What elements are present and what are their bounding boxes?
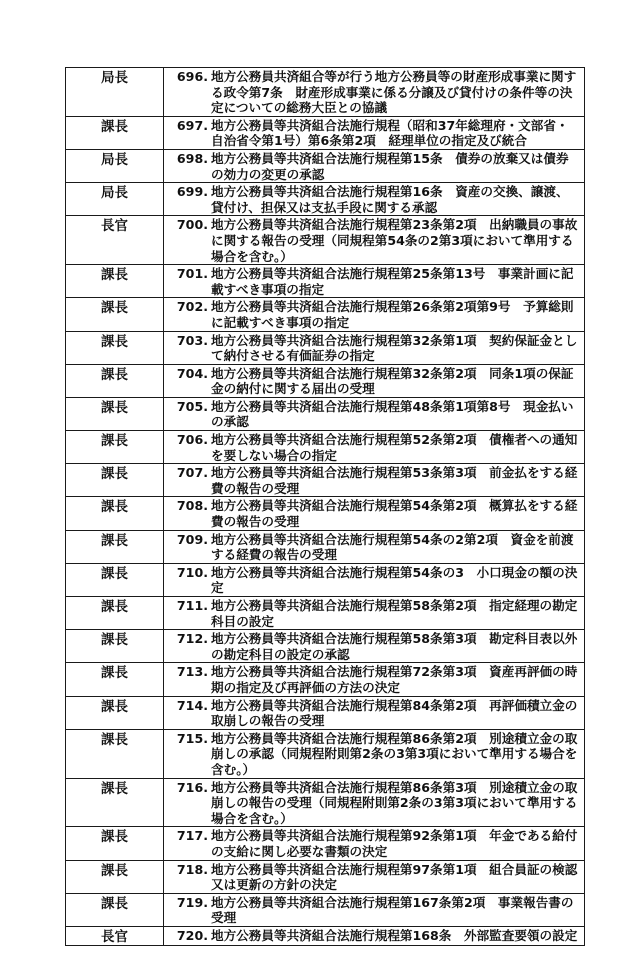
item-cell	[164, 926, 585, 945]
item-cell	[164, 860, 585, 893]
item-number: 711.	[176, 598, 208, 613]
approver-role-cell: 課長	[66, 729, 164, 778]
approver-role-cell: 課長	[66, 497, 164, 530]
table-row	[66, 397, 585, 430]
approver-role-cell: 課長	[66, 397, 164, 430]
item-cell	[164, 116, 585, 149]
table-row	[66, 827, 585, 860]
item-number: 708.	[176, 498, 208, 514]
item-description: 地方公務員等共済組合法施行規程第26条第2項第9号 予算総則に記載すべき事項の指定	[211, 299, 574, 330]
item-cell	[164, 331, 585, 364]
item-entry	[164, 895, 580, 926]
item-number: 720.	[176, 927, 208, 943]
approver-role-cell: 課長	[66, 464, 164, 497]
item-description: 地方公務員等共済組合法施行規程第168条 外部監査要領の設定	[211, 927, 578, 943]
item-description: 地方公務員等共済組合法施行規程第54条の3 小口現金の額の決定	[211, 564, 578, 596]
item-description: 地方公務員等共済組合法施行規程第86条第2項 別途積立金の取崩しの承認（同規程附則第2条の3第3項において準用する場合を含む。）	[211, 730, 578, 777]
approver-role-cell: 局長	[66, 149, 164, 182]
item-entry	[164, 432, 580, 463]
approver-role-cell: 課長	[66, 364, 164, 397]
approver-role-cell: 課長	[66, 265, 164, 298]
item-description: 地方公務員等共済組合法施行規程第16条 資産の交換、譲渡、貸付け、担保又は支払手段に関する承認	[211, 184, 569, 215]
item-description: 地方公務員等共済組合法施行規程第15条 債券の放棄又は債券の効力の変更の承認	[211, 150, 569, 182]
item-number: 717.	[176, 828, 208, 844]
approver-role-cell: 課長	[66, 696, 164, 729]
item-entry	[164, 631, 580, 662]
item-number: 705.	[176, 398, 208, 414]
approver-role-cell: 課長	[66, 331, 164, 364]
approver-role-cell: 課長	[66, 597, 164, 630]
item-entry	[164, 333, 580, 364]
approver-role-cell: 長官	[66, 216, 164, 265]
item-number: 709.	[176, 531, 208, 547]
item-entry	[164, 465, 580, 496]
item-entry	[164, 698, 580, 729]
item-number: 702.	[176, 299, 208, 315]
item-description: 地方公務員等共済組合法施行規程第32条第2項 同条1項の保証金の納付に関する届出の受理	[211, 365, 574, 397]
approver-role-cell: 課長	[66, 116, 164, 149]
approver-role-cell: 課長	[66, 431, 164, 464]
item-description: 地方公務員等共済組合法施行規程第167条第2項 事業報告書の受理	[211, 894, 574, 926]
approver-role-cell: 課長	[66, 530, 164, 563]
item-cell	[164, 729, 585, 778]
approver-role-cell: 課長	[66, 663, 164, 696]
item-number: 716.	[176, 779, 208, 795]
approver-role-cell: 局長	[66, 68, 164, 117]
table-row	[66, 183, 585, 216]
approver-role-cell: 長官	[66, 926, 164, 945]
item-cell	[164, 68, 585, 117]
item-number: 714.	[176, 697, 208, 713]
item-description: 地方公務員等共済組合法施行規程第23条第2項 出納職員の事故に関する報告の受理（同規程第54条の2第3項において準用する場合を含む。）	[211, 217, 578, 264]
item-description: 地方公務員等共済組合法施行規程第84条第2項 再評価積立金の取崩しの報告の受理	[211, 697, 578, 729]
item-entry	[164, 565, 580, 596]
item-entry	[164, 862, 580, 893]
table-row	[66, 364, 585, 397]
item-number: 697.	[176, 117, 208, 133]
item-description: 地方公務員等共済組合法施行規程第53条第3項 前金払をする経費の報告の受理	[211, 465, 578, 496]
item-number: 713.	[176, 664, 208, 680]
item-cell	[164, 563, 585, 596]
item-cell	[164, 431, 585, 464]
approver-role-cell: 課長	[66, 827, 164, 860]
item-number: 712.	[176, 631, 208, 647]
item-cell	[164, 630, 585, 663]
item-entry	[164, 828, 580, 859]
item-description: 地方公務員等共済組合法施行規程第52条第2項 債権者への通知を要しない場合の指定	[211, 432, 578, 463]
approver-role-cell: 課長	[66, 563, 164, 596]
authority-table	[65, 67, 585, 946]
item-number: 698.	[176, 150, 208, 166]
item-description: 地方公務員等共済組合法施行規程第58条第2項 指定経理の勘定科目の設定	[211, 598, 578, 629]
item-number: 706.	[176, 432, 208, 448]
approver-role-cell: 課長	[66, 893, 164, 926]
item-description: 地方公務員等共済組合法施行規程第54条の2第2項 資金を前渡する経費の報告の受理	[211, 531, 574, 563]
item-cell	[164, 183, 585, 216]
item-entry	[164, 780, 580, 827]
item-cell	[164, 298, 585, 331]
table-row	[66, 563, 585, 596]
table-row	[66, 331, 585, 364]
item-cell	[164, 497, 585, 530]
item-number: 701.	[176, 266, 208, 282]
table-row	[66, 265, 585, 298]
item-entry	[164, 184, 580, 215]
item-number: 704.	[176, 365, 208, 381]
item-description: 地方公務員等共済組合法施行規程第97条第1項 組合員証の検認又は更新の方針の決定	[211, 861, 578, 893]
item-entry	[164, 217, 580, 264]
item-entry	[164, 598, 580, 629]
item-cell	[164, 597, 585, 630]
item-description: 地方公務員共済組合等が行う地方公務員等の財産形成事業に関する政令第7条 財産形成事業に係る分譲及び貸付けの条件等の決定についての総務大臣との協議	[211, 69, 577, 116]
authority-table-body	[66, 68, 585, 946]
item-description: 地方公務員等共済組合法施行規程（昭和37年総理府・文部省・自治省令第1号）第6条第2項 経理単位の指定及び統合	[211, 117, 569, 149]
item-cell	[164, 827, 585, 860]
table-row	[66, 464, 585, 497]
table-row	[66, 298, 585, 331]
item-entry	[164, 299, 580, 330]
item-cell	[164, 530, 585, 563]
table-row	[66, 68, 585, 117]
item-entry	[164, 151, 580, 182]
approver-role-cell: 課長	[66, 298, 164, 331]
approver-role-cell: 課長	[66, 778, 164, 827]
item-description: 地方公務員等共済組合法施行規程第92条第1項 年金である給付の支給に関し必要な書類の決定	[211, 828, 578, 859]
item-number: 718.	[176, 861, 208, 877]
item-number: 703.	[176, 332, 208, 348]
item-entry	[164, 266, 580, 297]
item-entry	[164, 532, 580, 563]
table-row	[66, 778, 585, 827]
item-description: 地方公務員等共済組合法施行規程第25条第13号 事業計画に記載すべき事項の指定	[211, 266, 574, 297]
item-entry	[164, 366, 580, 397]
item-number: 700.	[176, 217, 208, 233]
table-row	[66, 630, 585, 663]
item-number: 719.	[176, 894, 208, 910]
item-number: 696.	[176, 69, 208, 84]
table-row	[66, 431, 585, 464]
approver-role-cell: 課長	[66, 860, 164, 893]
item-cell	[164, 149, 585, 182]
item-number: 699.	[176, 184, 208, 200]
approver-role-cell: 課長	[66, 630, 164, 663]
item-cell	[164, 397, 585, 430]
item-description: 地方公務員等共済組合法施行規程第48条第1項第8号 現金払いの承認	[211, 398, 574, 430]
item-entry	[164, 664, 580, 695]
item-cell	[164, 216, 585, 265]
table-row	[66, 893, 585, 926]
table-row	[66, 860, 585, 893]
item-cell	[164, 464, 585, 497]
item-number: 710.	[176, 564, 208, 580]
item-entry	[164, 731, 580, 778]
table-row	[66, 926, 585, 945]
table-row	[66, 663, 585, 696]
item-number: 707.	[176, 465, 208, 481]
item-entry	[164, 69, 580, 116]
table-row	[66, 696, 585, 729]
item-cell	[164, 364, 585, 397]
table-row	[66, 530, 585, 563]
item-entry	[164, 118, 580, 149]
item-entry	[164, 498, 580, 529]
item-description: 地方公務員等共済組合法施行規程第86条第3項 別途積立金の取崩しの報告の受理（同規程附則第2条の3第3項において準用する場合を含む。）	[211, 779, 578, 826]
item-entry	[164, 399, 580, 430]
item-entry	[164, 928, 580, 944]
table-row	[66, 116, 585, 149]
item-cell	[164, 893, 585, 926]
item-description: 地方公務員等共済組合法施行規程第54条第2項 概算払をする経費の報告の受理	[211, 498, 578, 530]
table-row	[66, 729, 585, 778]
item-description: 地方公務員等共済組合法施行規程第72条第3項 資産再評価の時期の指定及び再評価の方法の決定	[211, 664, 578, 695]
item-cell	[164, 265, 585, 298]
item-description: 地方公務員等共済組合法施行規程第32条第1項 契約保証金として納付させる有価証券の指定	[211, 332, 578, 364]
approver-role-cell: 局長	[66, 183, 164, 216]
item-number: 715.	[176, 730, 208, 746]
table-row	[66, 216, 585, 265]
item-cell	[164, 696, 585, 729]
table-row	[66, 149, 585, 182]
item-description: 地方公務員等共済組合法施行規程第58条第3項 勘定科目表以外の勘定科目の設定の承認	[211, 631, 578, 662]
table-row	[66, 597, 585, 630]
item-cell	[164, 663, 585, 696]
item-cell	[164, 778, 585, 827]
table-row	[66, 497, 585, 530]
